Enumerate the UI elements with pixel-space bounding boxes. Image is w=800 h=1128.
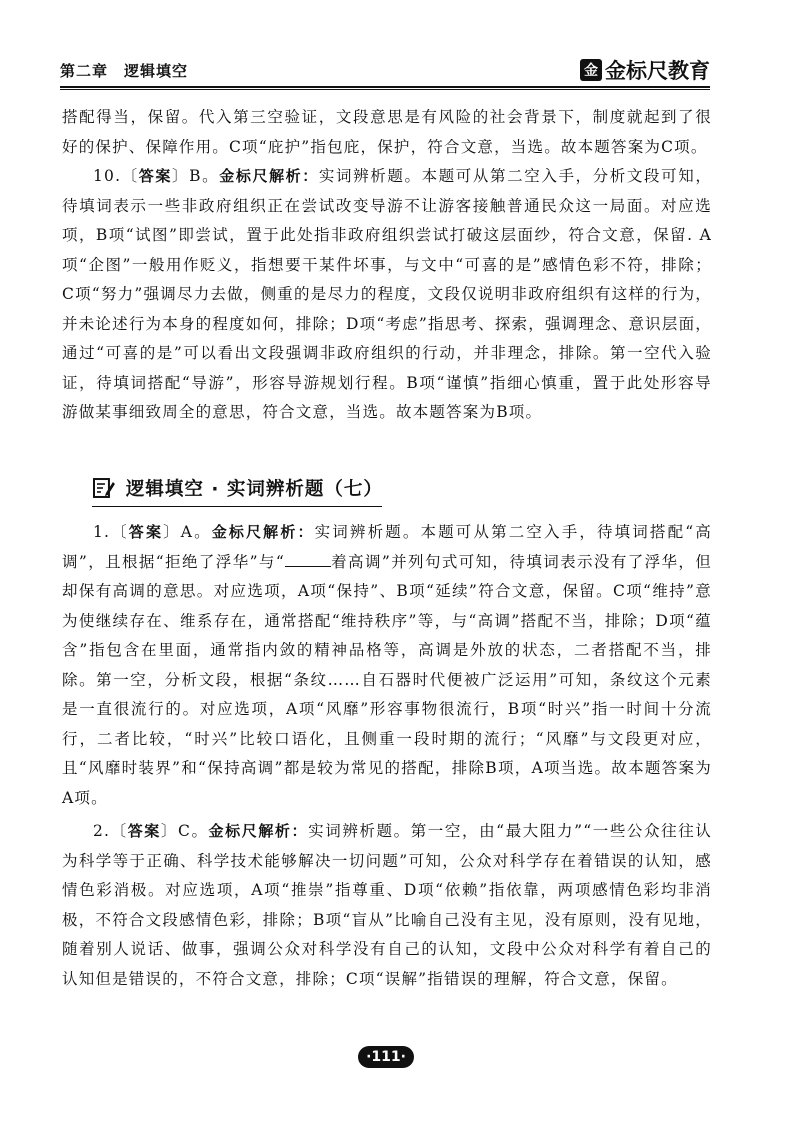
chapter-title: 第二章 逻辑填空 <box>60 62 189 80</box>
header-rule-thin <box>60 89 710 90</box>
answer-tag: 答案 <box>138 167 173 185</box>
answer-choice: 〕A。 <box>163 523 212 541</box>
brand-logo <box>580 55 710 85</box>
edit-note-icon <box>92 476 116 500</box>
header-rule <box>60 86 710 88</box>
answer-tag: 答案 <box>128 523 164 541</box>
analysis-label: 金标尺解析： <box>208 822 309 840</box>
brand-name: 金标尺教育 <box>605 59 710 83</box>
analysis-text: 实词辨析题。本题可从第二空入手，分析文段可知，待填词表示一些非政府组织正在尝试改变导游不让游客接触普通民众这一局面。对应选项，B项“试图”即尝试，置于此处指非政府组织尝试打破这层面纱，符合文意，保留. A项“企图”一般用作贬义，指想要干某件坏事，与文中“可喜的是”感情色彩不符，排除；C项“努力”强调尽力去做，侧重的是尽力的程度，文段仅说明非政府组织有这样的行为，并未论述行为本身的程度如何，排除；D项“考虑”指思考、探索，强调理念、意识层面，通过“可喜的是”可以看出文段强调非政府组织的行动，并非理念，排除。第一空代入验证，待填词搭配“导游”，形容导游规划行程。B项“谨慎”指细心慎重，置于此处形容导游做某事细致周全的意思，符合文意，当选。故本题答案为B项。 <box>62 167 713 421</box>
analysis-label: 金标尺解析： <box>219 167 319 185</box>
page-header <box>60 52 710 84</box>
section-content <box>62 518 712 994</box>
question-number: 2.〔 <box>93 822 128 840</box>
paragraph-continuation: 搭配得当，保留。代入第三空验证，文段意思是有风险的社会背景下，制度就起到了很好的保护、保障作用。C项“庇护”指包庇，保护，符合文意，当选。故本题答案为C项。 <box>62 108 712 156</box>
answer-choice: 〕B。 <box>172 167 220 185</box>
top-text-block <box>62 103 712 428</box>
section-heading <box>92 470 382 507</box>
answer-10 <box>62 162 712 428</box>
analysis-text-cont: 着高调”并列句式可知，待填词表示没有了浮华，但却保有高调的意思。对应选项，A项“保持”、B项“延续”符合文意，保留。C项“维持”意为使继续存在、维系存在，通常搭配“维持秩序”等，与“高调”搭配不当，排除；D项“蕴含”指包含在里面，通常指内敛的精神品格等，高调是外放的状态，二者搭配不当，排除。第一空，分析文段，根据“条纹……自石器时代便被广泛运用”可知，条纹这个元素是一直很流行的。对应选项，A项“风靡”形容事物很流行，B项“时兴”指一时间十分流行，二者比较，“时兴”比较口语化，且侧重一段时期的流行；“风靡”与文段更对应，且“风靡时装界”和“保持高调”都是较为常见的搭配，排除B项，A项当选。故本题答案为A项。 <box>62 552 712 807</box>
analysis-text: 实词辨析题。第一空，由“最大阻力”“一些公众往往认为科学等于正确、科学技术能够解决一切问题”可知，公众对科学存在着错误的认知，感情色彩消极。对应选项，A项“推崇”指尊重、D项“依赖”指依靠，两项感情色彩均非消极，不符合文段感情色彩，排除；B项“盲从”比喻自己没有主见，没有原则，没有见地，随着别人说话、做事，强调公众对科学没有自己的认知，文段中公众对科学有着自己的认知但是错误的，不符合文意，排除；C项“误解”指错误的理解，符合文意，保留。 <box>62 822 713 988</box>
fill-blank <box>285 552 331 567</box>
answer-1 <box>62 518 712 813</box>
brand-icon: 金 <box>580 59 602 81</box>
answer-tag: 答案 <box>127 822 161 840</box>
section-title: 逻辑填空 · 实词辨析题（七） <box>125 479 383 500</box>
question-number: 10.〔 <box>93 167 139 185</box>
answer-choice: 〕C。 <box>160 822 209 840</box>
question-number: 1.〔 <box>93 523 129 541</box>
analysis-label: 金标尺解析： <box>211 523 315 541</box>
answer-2 <box>62 817 712 994</box>
page-number: ·111· <box>358 1046 414 1068</box>
analysis-text: 实词辨析题。本题可从第二空入手，待填词搭配“高调”，且根据“拒绝了浮华”与“ <box>62 523 713 571</box>
